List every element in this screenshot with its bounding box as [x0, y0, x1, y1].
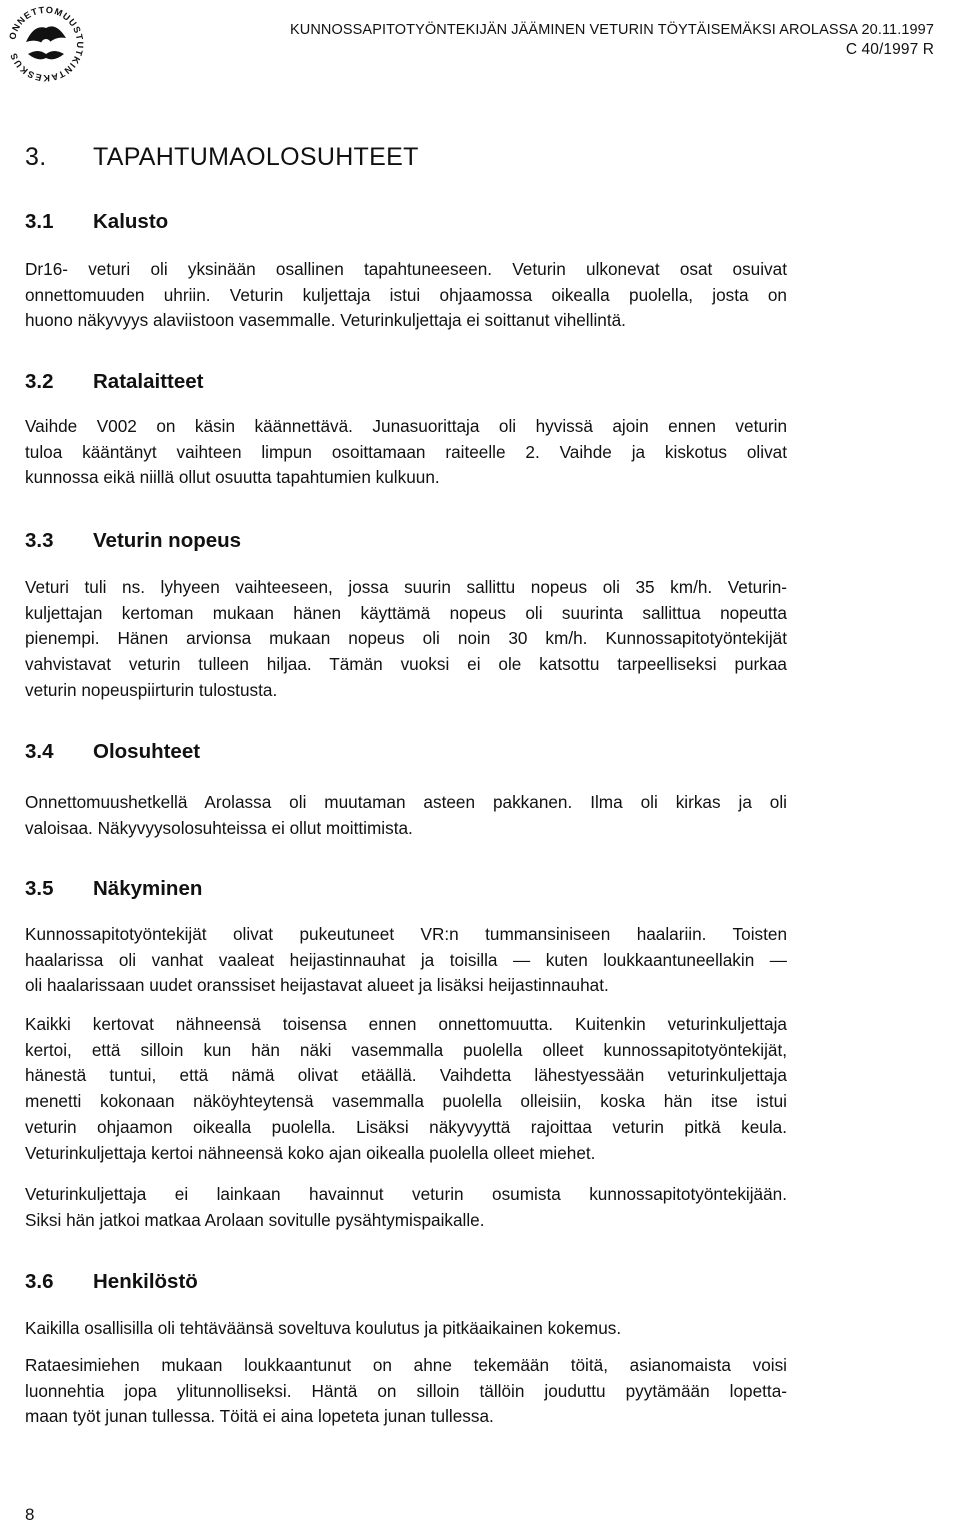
- paragraph-line: veturin nopeuspiirturin tulostusta.: [25, 679, 278, 700]
- subsection-heading: [25, 370, 204, 394]
- section-title: TAPAHTUMAOLOSUHTEET: [93, 143, 419, 171]
- paragraph-line: kuljettajan kertoman mukaan hänen käyttämä nopeus oli suurinta sallittua nopeutta: [25, 602, 787, 623]
- paragraph-line: Kaikki kertovat nähneensä toisensa ennen onnettomuutta. Kuitenkin veturinkuljettaja: [25, 1014, 787, 1034]
- paragraph-line: Onnettomuushetkellä Arolassa oli muutaman asteen pakkanen. Ilma oli kirkas ja oli: [25, 792, 787, 812]
- subsection-title: Näkyminen: [93, 877, 203, 900]
- paragraph-line: Dr16- veturi oli yksinään osallinen tapahtuneeseen. Veturin ulkonevat osat osuivat: [25, 259, 787, 279]
- paragraph-line: onnettomuuden uhriin. Veturin kuljettaja istui ohjaamossa oikealla puolella, josta on: [25, 284, 787, 305]
- subsection-title: Henkilöstö: [93, 1270, 198, 1293]
- report-code: C 40/1997 R: [845, 41, 934, 58]
- subsection-number: 3.4: [25, 740, 54, 763]
- paragraph-line: Veturi tuli ns. lyhyeen vaihteeseen, jossa suurin sallittu nopeus oli 35 km/h. Veturin-: [25, 577, 787, 597]
- paragraph: [25, 1182, 787, 1233]
- seal-text: ONNETTOMUUSTUTKINTAKESKUS: [7, 4, 86, 84]
- paragraph-line: vahvistavat veturin tulleen hiljaa. Tämän vuoksi ei ole katsottu tarpeelliseksi purkaa: [25, 654, 787, 675]
- paragraph-line: Veturinkuljettaja kertoi nähneensä koko ajan oikealla puolella olleet miehet.: [25, 1142, 596, 1163]
- paragraph-line: pienempi. Hänen arvionsa mukaan nopeus oli noin 30 km/h. Kunnossapitotyöntekijät: [25, 628, 787, 649]
- paragraph: [25, 575, 787, 704]
- subsection-title: Olosuhteet: [93, 740, 201, 763]
- subsection-heading: [25, 210, 168, 234]
- paragraph: [25, 1316, 787, 1342]
- paragraph: [25, 414, 787, 491]
- report-title: KUNNOSSAPITOTYÖNTEKIJÄN JÄÄMINEN VETURIN TÖYTÄISEMÄKSI AROLASSA 20.11.1997: [290, 22, 934, 38]
- subsection-heading: [25, 877, 202, 901]
- paragraph-line: huono näkyvyys alaviistoon vasemmalle. Veturinkuljettaja ei soittanut vihellintä.: [25, 310, 626, 331]
- paragraph-line: Veturinkuljettaja ei lainkaan havainnut veturin osumista kunnossapitotyöntekijään.: [25, 1184, 787, 1204]
- paragraph-line: veturin ohjaamon oikealla puolella. Lisäksi näkyvyyttä rajoittaa veturin pitkä keula.: [25, 1116, 787, 1137]
- subsection-number: 3.6: [25, 1270, 54, 1293]
- paragraph-line: Siksi hän jatkoi matkaa Arolaan sovitulle pysähtymispaikalle.: [25, 1209, 485, 1230]
- paragraph: [25, 1353, 787, 1430]
- subsection-number: 3.3: [25, 529, 54, 552]
- agency-seal-logo: [4, 2, 88, 86]
- subsection-heading: [25, 1270, 198, 1294]
- subsection-title: Kalusto: [93, 210, 169, 233]
- paragraph-line: valoisaa. Näkyvyysolosuhteissa ei ollut moittimista.: [25, 817, 413, 838]
- paragraph-line: kunnossa eikä niillä ollut osuutta tapahtumien kulkuun.: [25, 467, 440, 488]
- subsection-number: 3.2: [25, 370, 54, 393]
- page-number: 8: [25, 1505, 35, 1524]
- paragraph: [25, 922, 787, 999]
- paragraph-line: kertoi, että silloin kun hän näki vasemmalla puolella olleet kunnossapitotyöntekijät,: [25, 1039, 787, 1060]
- document-header: [290, 20, 934, 60]
- paragraph-line: luonnehtia jopa ylitunnolliseksi. Häntä on silloin tällöin jouduttu pyytämään lopetta-: [25, 1380, 787, 1401]
- subsection-title: Veturin nopeus: [93, 529, 242, 552]
- paragraph-line: Kunnossapitotyöntekijät olivat pukeutuneet VR:n tummansiniseen haalariin. Toisten: [25, 924, 787, 944]
- section-number: 3.: [25, 143, 47, 171]
- subsection-number: 3.1: [25, 210, 54, 233]
- paragraph-line: Vaihde V002 on käsin käännettävä. Junasuorittaja oli hyvissä ajoin ennen veturin: [25, 416, 787, 436]
- paragraph-line: oli haalarissaan uudet oranssiset heijastavat alueet ja lisäksi heijastinnauhat.: [25, 975, 609, 996]
- subsection-title: Ratalaitteet: [93, 370, 204, 393]
- paragraph-line: Rataesimiehen mukaan loukkaantunut on ahne tekemään töitä, asianomaista voisi: [25, 1355, 787, 1375]
- paragraph: [25, 257, 787, 334]
- paragraph-line: maan työt junan tullessa. Töitä ei aina lopeteta junan tullessa.: [25, 1406, 494, 1427]
- subsection-number: 3.5: [25, 877, 54, 900]
- paragraph: [25, 1012, 787, 1166]
- subsection-heading: [25, 740, 200, 764]
- section-heading: [25, 143, 419, 172]
- paragraph-line: haalarissa oli vanhat vaaleat heijastinnauhat ja toisilla — kuten loukkaantuneellakin —: [25, 949, 787, 970]
- paragraph: [25, 790, 787, 841]
- paragraph-line: tuloa kääntänyt vaihteen limpun osoittamaan raiteelle 2. Vaihde ja kiskotus olivat: [25, 441, 787, 462]
- subsection-heading: [25, 529, 241, 553]
- paragraph-line: menetti kokonaan näköyhteytensä vasemmalla puolella olleisiin, koska hän itse istui: [25, 1091, 787, 1112]
- paragraph-line: hänestä tuntui, että nämä olivat etäällä. Vaihdetta lähestyessään veturinkuljettaja: [25, 1065, 787, 1086]
- paragraph-line: Kaikilla osallisilla oli tehtäväänsä soveltuva koulutus ja pitkäaikainen kokemus.: [25, 1318, 622, 1338]
